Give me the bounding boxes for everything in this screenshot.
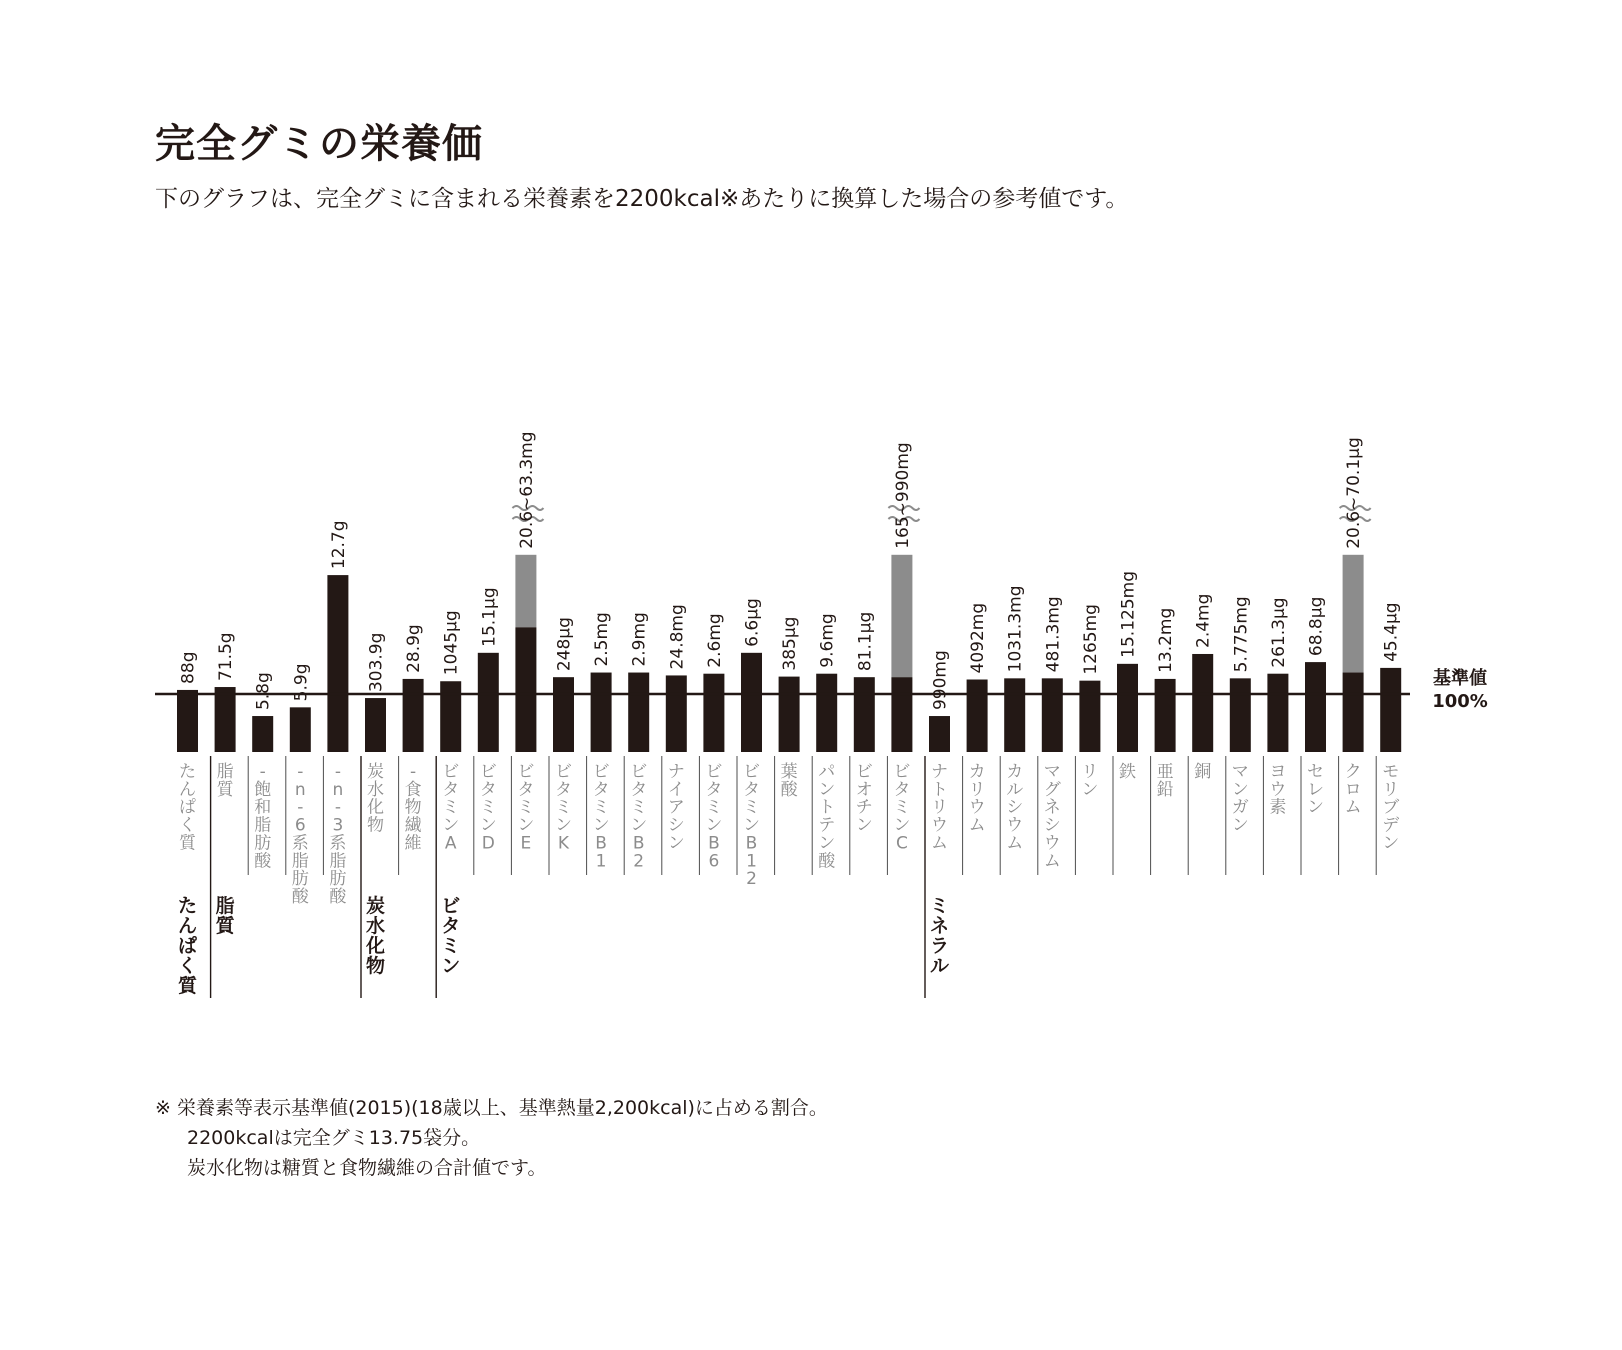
value-label: 13.2mg — [1156, 607, 1177, 673]
category-label: ビオチン — [855, 762, 873, 836]
bar — [1267, 674, 1288, 752]
value-label: 2.6mg — [704, 613, 725, 668]
value-label: 6.6μg — [742, 598, 763, 647]
value-label: 20.6~63.3mg — [516, 431, 537, 549]
bar — [591, 673, 612, 752]
value-label: 12.7g — [328, 520, 349, 570]
category-label: ビタミン A — [442, 762, 460, 854]
bar — [779, 677, 800, 752]
category-label: 亜鉛 — [1156, 762, 1174, 800]
value-label: 2.4mg — [1193, 593, 1214, 648]
category-label: ビタミン K — [555, 762, 572, 854]
footnote — [155, 1093, 828, 1183]
bar — [929, 716, 950, 752]
value-label: 303.9g — [366, 632, 387, 693]
category-label: パントテン酸 — [818, 762, 836, 872]
baseline-percent: 100% — [1432, 691, 1488, 712]
bar — [327, 575, 348, 752]
bar — [703, 674, 724, 752]
bar — [290, 707, 311, 752]
value-label: 24.8mg — [667, 604, 688, 670]
bar — [440, 681, 461, 752]
range-bar — [891, 555, 912, 677]
baseline-label: 基準値 — [1433, 668, 1487, 689]
bar — [1004, 678, 1025, 752]
value-label: 28.9g — [404, 624, 425, 673]
category-label: セレン — [1307, 762, 1324, 818]
group-label: たんぱく質 — [177, 895, 198, 997]
value-label: 1031.3mg — [1005, 585, 1026, 673]
value-label: 9.6mg — [817, 613, 838, 668]
category-label: ヨウ素 — [1269, 762, 1287, 818]
bar — [478, 653, 499, 752]
chart-subtitle: 下のグラフは、完全グミに含まれる栄養素を2200kcal※あたりに換算した場合の参考値です。 — [155, 186, 1129, 212]
footnote-line-2: 2200kcalは完全グミ13.75袋分。 — [187, 1127, 481, 1149]
bar — [1155, 679, 1176, 752]
chart-title: 完全グミの栄養価 — [155, 121, 483, 167]
value-label: 45.4μg — [1381, 602, 1402, 662]
value-label: 165~990mg — [892, 442, 913, 549]
category-label: ビタミン B 1 2 — [743, 762, 760, 890]
value-label: 81.1μg — [855, 611, 876, 672]
category-label: ビタミン E — [517, 762, 535, 854]
category-label: ナイアシン — [667, 762, 685, 854]
value-label: 2.5mg — [592, 612, 613, 667]
value-label: 990mg — [930, 650, 951, 711]
bar — [1230, 678, 1251, 752]
group-label: ミネラル — [929, 895, 950, 977]
value-label: 88g — [178, 651, 199, 684]
category-label: ビタミン B 2 — [630, 762, 648, 872]
category-label: -n -6 系脂肪酸 — [291, 762, 309, 907]
category-label: たんぱく質 — [179, 762, 196, 854]
category-label: 葉酸 — [780, 762, 798, 800]
footnote-mark: ※ — [155, 1097, 171, 1119]
value-label: 68.8μg — [1306, 596, 1327, 657]
value-label: 248μg — [554, 617, 575, 672]
value-label: 15.125mg — [1118, 570, 1139, 658]
bar — [1380, 668, 1401, 752]
category-label: マグネシウム — [1043, 762, 1061, 872]
value-label: 1045μg — [441, 610, 462, 676]
bar — [666, 675, 687, 752]
footnote-line-1: ※ 栄養素等表示基準値(2015)(18歳以上、基準熱量2,200kcal)に占める割合。 — [155, 1097, 828, 1119]
category-label: ビタミン C — [893, 762, 911, 854]
value-label: 20.6~70.1μg — [1344, 437, 1365, 549]
bar — [628, 673, 649, 752]
range-bar — [515, 555, 536, 628]
bar — [1305, 662, 1326, 752]
category-label: クロム — [1344, 762, 1362, 818]
footnote-line-3: 炭水化物は糖質と食物繊維の合計値です。 — [187, 1157, 547, 1179]
category-label: リン — [1081, 762, 1099, 800]
bar — [215, 687, 236, 752]
value-label: 4092mg — [968, 602, 989, 674]
bar — [1079, 681, 1100, 752]
category-label: ビタミン B 6 — [705, 762, 723, 872]
bar — [515, 627, 536, 752]
category-label: 鉄 — [1119, 762, 1136, 782]
group-label: ビタミン — [441, 895, 461, 977]
category-label: 銅 — [1194, 762, 1212, 782]
category-label: -n -3 系脂肪酸 — [329, 762, 347, 907]
category-label: カルシウム — [1006, 762, 1024, 854]
bar — [1192, 654, 1213, 752]
value-label: 481.3mg — [1043, 596, 1064, 673]
value-label: 5.775mg — [1231, 596, 1252, 673]
bar — [1343, 673, 1364, 752]
bar — [854, 677, 875, 752]
value-label: 1265mg — [1080, 604, 1101, 675]
group-label: 炭水化物 — [365, 895, 386, 977]
bar — [891, 677, 912, 752]
category-label: -食物繊維 — [404, 762, 422, 854]
group-label: 脂質 — [215, 895, 235, 937]
category-label: ビタミン D — [479, 762, 497, 854]
category-label: モリブデン — [1382, 762, 1400, 854]
bar — [365, 698, 386, 752]
value-label: 5.8g — [253, 672, 274, 711]
value-label: 2.9mg — [629, 612, 650, 667]
category-label: ビタミン B 1 — [592, 762, 610, 872]
bar — [403, 679, 424, 752]
category-label: -飽和脂肪酸 — [254, 762, 272, 872]
bar — [177, 690, 198, 752]
value-label: 71.5g — [216, 632, 237, 682]
category-label: カリウム — [968, 762, 986, 836]
value-label: 385μg — [780, 616, 801, 671]
value-label: 15.1μg — [479, 587, 500, 647]
bar — [967, 680, 988, 753]
bar — [741, 653, 762, 752]
bar — [1117, 664, 1138, 752]
value-label: 5.9g — [291, 663, 312, 702]
range-bar — [1343, 555, 1364, 673]
bar — [816, 674, 837, 752]
bar — [252, 716, 273, 752]
category-label: 炭水化物 — [367, 762, 384, 836]
category-label: ナトリウム — [931, 762, 948, 854]
value-label: 261.3μg — [1268, 597, 1289, 668]
category-label: マンガン — [1231, 762, 1249, 836]
bar — [1042, 678, 1063, 752]
category-label: 脂質 — [216, 762, 234, 800]
bar — [553, 677, 574, 752]
